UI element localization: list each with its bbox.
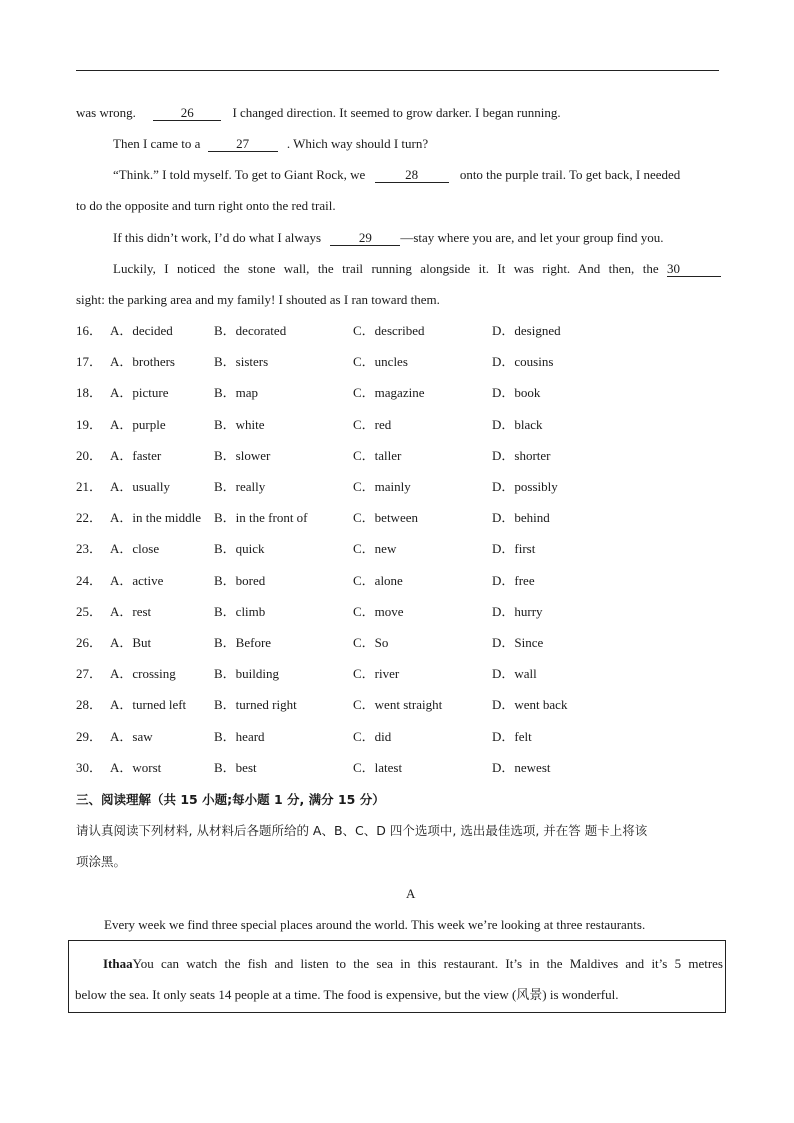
option-a: A．brothers xyxy=(110,354,175,370)
question-row xyxy=(76,478,716,496)
option-b: B．slower xyxy=(214,447,271,463)
option-b: B．decorated xyxy=(214,323,287,338)
option-b: B．heard xyxy=(214,728,265,744)
option-c: C．latest xyxy=(353,759,403,775)
option-d: D．black xyxy=(492,416,543,432)
option-d: D．newest xyxy=(492,759,551,775)
blank-26: 26 xyxy=(153,105,221,121)
passage-text: to do the opposite and turn right onto the red trail. xyxy=(76,198,336,213)
option-b: B．in the front of xyxy=(214,510,308,526)
passage-line-4 xyxy=(76,197,336,215)
question-row xyxy=(76,447,716,465)
option-a: A．faster xyxy=(110,447,162,463)
blank-27: 27 xyxy=(208,136,278,152)
option-a: A．saw xyxy=(110,728,153,744)
passage-line-7 xyxy=(76,291,440,309)
passage-text: sight: the parking area and my family! I shouted as I ran toward them. xyxy=(76,292,440,307)
blank-28: 28 xyxy=(375,167,449,183)
passage-line-6 xyxy=(113,260,721,278)
passage-line-1 xyxy=(76,104,561,122)
option-b: B．climb xyxy=(214,603,266,619)
option-d: D．free xyxy=(492,572,535,588)
question-number: 26． xyxy=(76,635,103,650)
box-line-1 xyxy=(103,955,723,973)
option-a: A．worst xyxy=(110,759,162,775)
option-c: C．between xyxy=(353,510,418,526)
option-d: D．first xyxy=(492,541,536,557)
option-c: C．taller xyxy=(353,447,402,463)
passage-text: —stay where you are, and let your group find you. xyxy=(400,230,664,245)
option-b: B．bored xyxy=(214,572,266,588)
option-d: D．shorter xyxy=(492,447,551,463)
option-c: C．did xyxy=(353,728,392,744)
option-b: B．really xyxy=(214,479,266,494)
header-rule xyxy=(76,70,719,71)
option-a: A．crossing xyxy=(110,666,176,682)
question-row xyxy=(76,728,716,746)
question-number: 16． xyxy=(76,323,103,338)
option-a: A．usually xyxy=(110,479,170,494)
instruction-line-2: 项涂黑。 xyxy=(76,854,127,869)
option-d: D．went back xyxy=(492,697,568,713)
option-a: A．picture xyxy=(110,385,169,401)
passage-text: was wrong. xyxy=(76,105,136,120)
question-number: 17． xyxy=(76,354,103,370)
question-number: 20． xyxy=(76,447,103,463)
option-c: C．move xyxy=(353,603,404,619)
option-d: D．designed xyxy=(492,323,561,338)
question-number: 29． xyxy=(76,728,103,744)
option-b: B．sisters xyxy=(214,354,269,370)
question-row xyxy=(76,322,716,340)
option-a: A．decided xyxy=(110,323,173,338)
question-row xyxy=(76,353,716,371)
question-number: 27． xyxy=(76,666,103,682)
option-d: D．wall xyxy=(492,666,537,682)
option-a: A．in the middle xyxy=(110,510,201,526)
passage-text: . Which way should I turn? xyxy=(286,136,429,151)
option-a: A．rest xyxy=(110,603,152,619)
option-a: A．close xyxy=(110,541,160,557)
question-number: 19． xyxy=(76,416,103,432)
option-d: D．cousins xyxy=(492,354,554,370)
question-row xyxy=(76,540,716,558)
question-number: 28． xyxy=(76,697,103,713)
passage-line-5 xyxy=(113,229,664,247)
option-b: B．quick xyxy=(214,541,265,557)
option-c: C．went straight xyxy=(353,697,443,713)
option-a: A．purple xyxy=(110,416,166,432)
option-c: C．alone xyxy=(353,572,403,588)
instruction-line-1: 请认真阅读下列材料, 从材料后各题所给的 A、B、C、D 四个选项中, 选出最佳选项, 并在答 题卡上将该 xyxy=(76,823,648,838)
option-d: D．book xyxy=(492,385,541,401)
question-row xyxy=(76,509,716,527)
passage-text: I changed direction. It seemed to grow darker. I began running. xyxy=(232,105,561,120)
option-c: C．mainly xyxy=(353,479,411,494)
option-c: C．magazine xyxy=(353,385,425,401)
option-d: D．possibly xyxy=(492,479,558,494)
option-a: A．active xyxy=(110,572,164,588)
option-b: B．turned right xyxy=(214,697,297,713)
option-c: C．river xyxy=(353,666,400,682)
passage-line-3 xyxy=(113,166,680,184)
blank-30: 30 xyxy=(667,261,721,277)
question-row xyxy=(76,572,716,590)
part-label: A xyxy=(406,886,416,901)
box-line-2: below the sea. It only seats 14 people at a time. The food is expensive, but the view (风景) is wonderful. xyxy=(75,987,619,1002)
option-b: B．best xyxy=(214,759,257,775)
question-row xyxy=(76,759,716,777)
question-row xyxy=(76,384,716,402)
box-text: You can watch the fish and listen to the sea in this restaurant. It’s in the Maldives and it’s 5 metres xyxy=(132,956,723,971)
option-d: D．felt xyxy=(492,728,532,744)
question-row xyxy=(76,634,716,652)
blank-29: 29 xyxy=(330,230,400,246)
question-number: 23． xyxy=(76,541,103,557)
option-c: C．described xyxy=(353,323,425,338)
option-a: A．turned left xyxy=(110,697,187,713)
question-number: 24． xyxy=(76,572,103,588)
question-number: 25． xyxy=(76,603,103,619)
option-b: B．Before xyxy=(214,635,272,650)
question-row xyxy=(76,665,716,683)
option-a: A．But xyxy=(110,635,152,650)
question-number: 21． xyxy=(76,479,103,494)
option-c: C．So xyxy=(353,635,389,650)
passage-line-2 xyxy=(113,135,428,153)
option-d: D．behind xyxy=(492,510,550,526)
passage-intro: Every week we find three special places around the world. This week we’re looking at three restaurants. xyxy=(104,917,646,932)
option-b: B．white xyxy=(214,416,265,432)
question-number: 22． xyxy=(76,510,103,526)
passage-text: If this didn’t work, I’d do what I always xyxy=(113,230,322,245)
section-heading: 三、阅读理解（共 15 小题;每小题 1 分, 满分 15 分） xyxy=(76,792,385,807)
option-b: B．map xyxy=(214,385,259,401)
option-d: D．Since xyxy=(492,635,544,650)
option-b: B．building xyxy=(214,666,280,682)
passage-text: Luckily, I noticed the stone wall, the trail running alongside it. It was right. And then, the xyxy=(113,261,659,276)
box-title: Ithaa xyxy=(103,956,133,971)
question-row xyxy=(76,603,716,621)
option-c: C．new xyxy=(353,541,397,557)
question-row xyxy=(76,416,716,434)
option-c: C．red xyxy=(353,416,392,432)
passage-text: onto the purple trail. To get back, I needed xyxy=(459,167,681,182)
question-row xyxy=(76,696,716,714)
option-c: C．uncles xyxy=(353,354,408,370)
question-number: 30． xyxy=(76,759,103,775)
question-number: 18． xyxy=(76,385,103,401)
passage-text: Then I came to a xyxy=(113,136,201,151)
passage-text: “Think.” I told myself. To get to Giant Rock, we xyxy=(113,167,366,182)
option-d: D．hurry xyxy=(492,603,543,619)
passage-box xyxy=(68,940,726,1013)
